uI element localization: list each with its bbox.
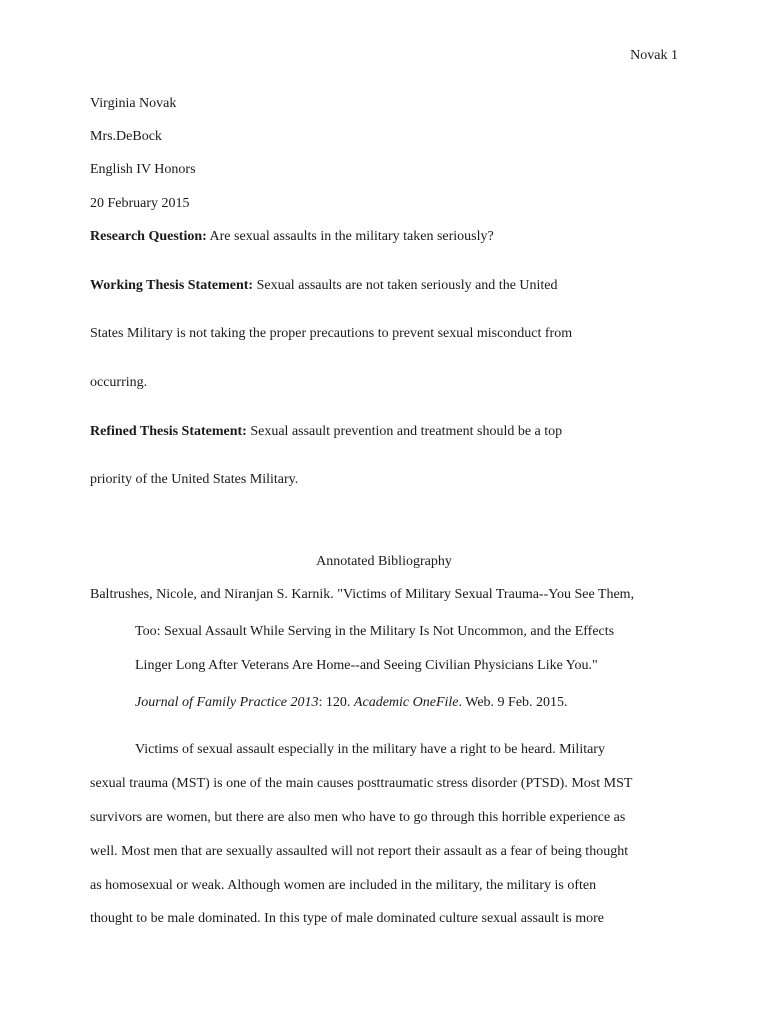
annotation-line-2: sexual trauma (MST) is one of the main causes posttraumatic stress disorder (PTSD). Most MST [90, 776, 633, 791]
citation-line-4 [135, 696, 568, 710]
refined-thesis-line-1 [90, 425, 562, 439]
refined-thesis-line-2: priority of the United States Military. [90, 472, 299, 487]
citation-line-2: Too: Sexual Assault While Serving in the Military Is Not Uncommon, and the Effects [135, 624, 615, 639]
document-date: 20 February 2015 [90, 196, 190, 211]
citation-line-3: Linger Long After Veterans Are Home--and Seeing Civilian Physicians Like You." [135, 658, 598, 673]
citation-pages: : 120. [318, 695, 354, 710]
research-question [90, 230, 494, 244]
annotation-line-4: well. Most men that are sexually assaulted will not report their assault as a fear of being thought [90, 844, 629, 859]
research-question-label: Research Question: [90, 229, 207, 244]
course-name: English IV Honors [90, 162, 196, 177]
working-thesis-line-2: States Military is not taking the proper precautions to prevent sexual misconduct from [90, 326, 573, 341]
working-thesis-line-1 [90, 279, 558, 293]
teacher-name: Mrs.DeBock [90, 129, 162, 144]
annotation-line-5: as homosexual or weak. Although women are included in the military, the military is often [90, 878, 597, 893]
citation-line-1: Baltrushes, Nicole, and Niranjan S. Karnik. "Victims of Military Sexual Trauma--You See Them, [90, 587, 635, 602]
annotation-line-6: thought to be male dominated. In this type of male dominated culture sexual assault is more [90, 911, 604, 926]
citation-journal: Journal of Family Practice 2013 [135, 695, 319, 710]
refined-thesis-text-1: Sexual assault prevention and treatment should be a top [246, 424, 563, 439]
citation-database: Academic OneFile [353, 695, 459, 710]
author-name: Virginia Novak [90, 96, 177, 111]
annotation-line-1: Victims of sexual assault especially in the military have a right to be heard. Military [135, 742, 605, 757]
research-question-text: Are sexual assaults in the military taken seriously? [206, 229, 494, 244]
citation-access: . Web. 9 Feb. 2015. [458, 695, 568, 710]
working-thesis-line-3: occurring. [90, 375, 148, 390]
working-thesis-label: Working Thesis Statement: [90, 278, 254, 293]
annotation-line-3: survivors are women, but there are also men who have to go through this horrible experience as [90, 810, 626, 825]
page-header: Novak 1 [630, 48, 678, 63]
working-thesis-text-1: Sexual assaults are not taken seriously and the United [253, 278, 558, 293]
refined-thesis-label: Refined Thesis Statement: [90, 424, 247, 439]
bibliography-title: Annotated Bibliography [316, 554, 452, 569]
